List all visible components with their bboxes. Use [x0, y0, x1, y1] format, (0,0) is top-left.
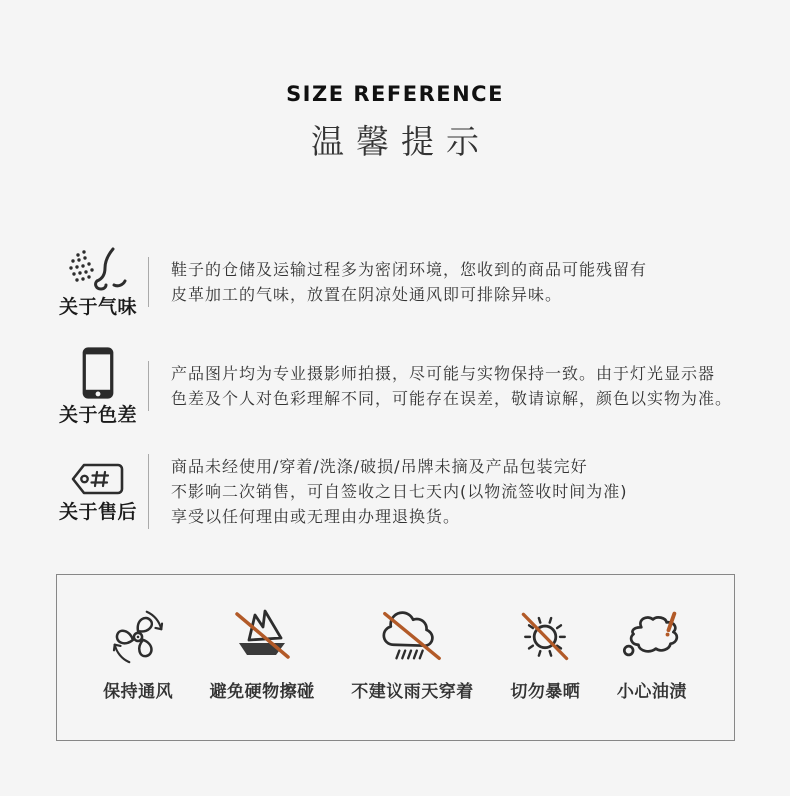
no-hard-object-icon: [229, 599, 295, 671]
section-text-line: 商品未经使用/穿着/洗涤/破损/吊牌未摘及产品包装完好: [171, 457, 588, 476]
section-text-line: 不影响二次销售，可自签收之日七天内(以物流签收时间为准): [171, 482, 628, 501]
tip-oil-stain: [617, 599, 687, 702]
price-tag-icon: [69, 461, 127, 497]
section-odor-text: [148, 257, 647, 307]
tip-no-hard-object-label: 避免硬物擦碰: [209, 682, 315, 702]
tip-ventilation: [103, 599, 173, 702]
section-text-line: 享受以任何理由或无理由办理退换货。: [171, 507, 461, 526]
tip-no-sun-label: 切勿暴晒: [510, 682, 581, 702]
section-text-line: 皮革加工的气味，放置在阴凉处通风即可排除异味。: [171, 285, 563, 304]
tip-ventilation-label: 保持通风: [103, 682, 174, 702]
section-text-line: 色差及个人对色彩理解不同，可能存在误差，敬请谅解，颜色以实物为准。: [171, 389, 733, 408]
care-tips-box: [56, 574, 735, 741]
no-rain-icon: [378, 599, 446, 671]
section-odor: [48, 246, 754, 318]
oil-stain-icon: [618, 599, 686, 671]
page-subtitle: 温馨提示: [311, 122, 491, 161]
section-text-line: 鞋子的仓储及运输过程多为密闭环境，您收到的商品可能残留有: [171, 260, 648, 279]
section-odor-left: [48, 246, 148, 318]
tip-no-hard-object: [210, 599, 315, 702]
section-odor-label: 关于气味: [58, 296, 137, 318]
nose-smell-icon: [67, 246, 129, 292]
section-color: [48, 346, 754, 426]
tip-oil-stain-label: 小心油渍: [616, 682, 687, 702]
section-color-text: [148, 361, 732, 411]
section-aftersale-text: [148, 454, 628, 529]
tip-no-rain: [351, 599, 474, 702]
section-aftersale-left: [48, 461, 148, 523]
page-title: SIZE REFERENCE: [286, 82, 504, 106]
notice-sections: [0, 246, 790, 529]
section-aftersale-label: 关于售后: [58, 500, 137, 523]
section-aftersale: [48, 454, 754, 529]
no-sun-exposure-icon: [514, 599, 576, 671]
section-text-line: 产品图片均为专业摄影师拍摄，尽可能与实物保持一致。由于灯光显示器: [171, 364, 716, 383]
section-color-label: 关于色差: [58, 404, 137, 426]
phone-icon: [81, 346, 115, 400]
section-color-left: [48, 346, 148, 426]
fan-ventilation-icon: [106, 599, 170, 671]
tip-no-sun: [510, 599, 580, 702]
tip-no-rain-label: 不建议雨天穿着: [351, 682, 474, 702]
